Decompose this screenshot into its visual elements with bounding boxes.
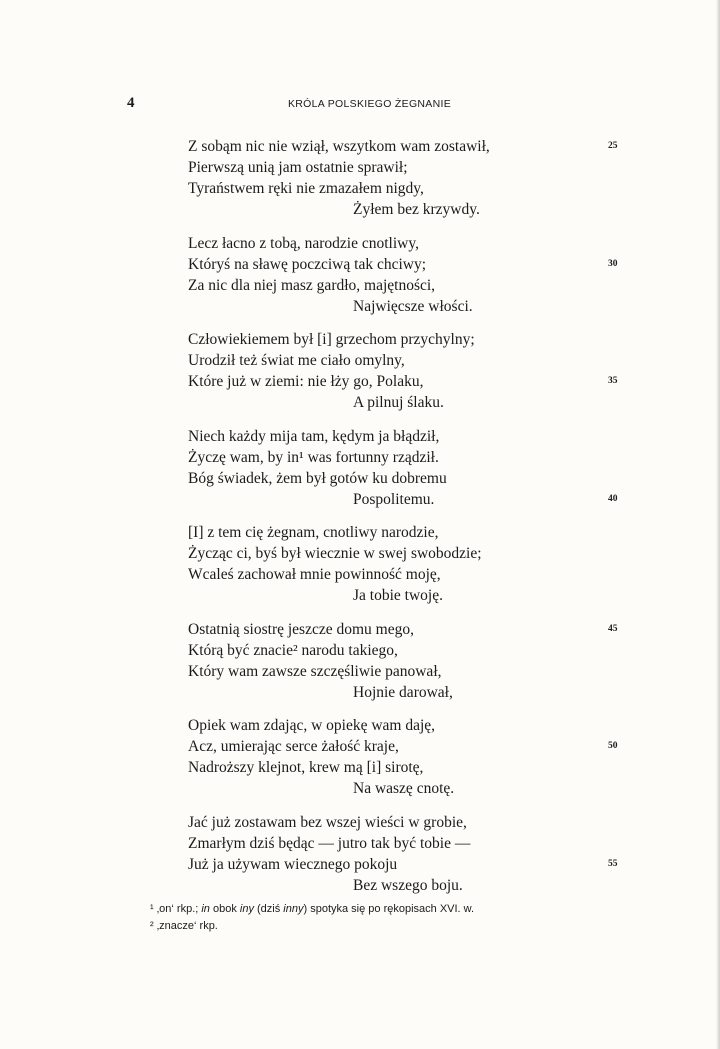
footnotes	[150, 901, 620, 935]
verse-line	[188, 522, 628, 543]
verse-line	[188, 833, 628, 854]
verse-line	[188, 296, 628, 317]
verse-line	[188, 585, 628, 606]
verse-line	[188, 489, 628, 510]
verse-text: Które już w ziemi: nie łży go, Polaku,	[188, 373, 424, 390]
verse-line	[188, 233, 628, 254]
stanza	[188, 426, 628, 510]
verse-text: Lecz łacno z tobą, narodzie cnotliwy,	[188, 234, 419, 252]
verse-text: Któryś na sławę poczciwą tak chciwy;	[188, 255, 427, 273]
verse-line	[188, 468, 628, 489]
verse-text: A pilnuj ślaku.	[353, 394, 444, 411]
stanza	[188, 233, 628, 317]
stanza	[188, 812, 628, 896]
verse-line	[188, 619, 628, 640]
verse-text: Ostatnią siostrę jeszcze domu mego,	[188, 620, 414, 638]
stanza	[188, 715, 628, 799]
verse-text: Zmarłym dziś będąc — jutro tak być tobie —	[188, 834, 471, 852]
verse-line	[188, 426, 628, 447]
verse-text: Jać już zostawam bez wszej wieści w grobie,	[188, 813, 467, 831]
poem-body	[188, 136, 628, 908]
verse-text: Wcaleś zachował mnie powinność moję,	[188, 566, 441, 583]
verse-text: Hojnie darował,	[353, 683, 453, 701]
verse-text: Człowiekiemem był [i] grzechom przychylny;	[188, 331, 475, 348]
verse-line	[188, 199, 628, 220]
verse-text: Bez wszego boju.	[353, 876, 463, 894]
verse-line	[188, 812, 628, 833]
line-number: 45	[608, 623, 618, 634]
line-number: 25	[608, 141, 618, 151]
verse-line	[188, 136, 628, 157]
verse-line	[188, 254, 628, 275]
verse-line	[188, 350, 628, 371]
line-number: 35	[608, 376, 618, 386]
verse-line	[188, 329, 628, 350]
verse-text: Tyraństwem ręki nie zmazałem nigdy,	[188, 180, 424, 197]
verse-line	[188, 275, 628, 296]
line-number: 30	[608, 258, 618, 269]
running-title: KRÓLA POLSKIEGO ŻEGNANIE	[288, 98, 451, 110]
verse-line	[188, 392, 628, 413]
verse-text: Już ja używam wiecznego pokoju	[188, 855, 398, 873]
verse-line	[188, 447, 628, 468]
verse-line	[188, 371, 628, 392]
stanza	[188, 136, 628, 220]
verse-text: Pierwszą unią jam ostatnie sprawił;	[188, 159, 408, 176]
verse-line	[188, 778, 628, 799]
line-number: 40	[608, 493, 618, 504]
verse-text: Życząc ci, byś był wiecznie w swej swobodzie;	[188, 545, 482, 562]
footnote-2: ² ‚znacze‘ rkp.	[150, 920, 218, 932]
verse-text: Pospolitemu.	[353, 490, 435, 508]
verse-text: Który wam zawsze szczęśliwie panował,	[188, 662, 442, 680]
verse-line	[188, 854, 628, 875]
verse-text: Z sobąm nic nie wziął, wszytkom wam zostawił,	[188, 138, 490, 155]
stanza	[188, 522, 628, 606]
verse-text: Bóg świadek, żem był gotów ku dobremu	[188, 469, 447, 487]
verse-text: Nadroższy klejnot, krew mą [i] sirotę,	[188, 759, 424, 776]
stanza	[188, 329, 628, 413]
verse-line	[188, 640, 628, 661]
verse-text: Ja tobie twoję.	[353, 587, 443, 604]
verse-text: Którą być znacie² narodu takiego,	[188, 641, 398, 659]
footnote-1: ¹ ‚on‘ rkp.; in obok iny (dziś inny) spotyka się po rękopisach XVI. w.	[150, 903, 475, 915]
verse-text: Urodził też świat me ciało omylny,	[188, 352, 405, 369]
verse-line	[188, 157, 628, 178]
verse-line	[188, 682, 628, 703]
verse-line	[188, 661, 628, 682]
verse-line	[188, 757, 628, 778]
verse-text: Najwięcsze włości.	[353, 297, 473, 315]
verse-text: [I] z tem cię żegnam, cnotliwy narodzie,	[188, 524, 439, 541]
verse-line	[188, 178, 628, 199]
verse-line	[188, 736, 628, 757]
verse-line	[188, 875, 628, 896]
verse-line	[188, 543, 628, 564]
verse-text: Opiek wam zdając, w opiekę wam daję,	[188, 717, 436, 734]
line-number: 55	[608, 858, 618, 869]
verse-text: Życzę wam, by in¹ was fortunny rządził.	[188, 448, 439, 466]
verse-text: Na waszę cnotę.	[353, 780, 455, 797]
verse-text: Żyłem bez krzywdy.	[353, 201, 480, 218]
page-number: 4	[127, 95, 135, 111]
verse-line	[188, 564, 628, 585]
page-spine-edge	[716, 0, 720, 1049]
verse-text: Za nic dla niej masz gardło, majętności,	[188, 276, 436, 294]
verse-text: Niech każdy mija tam, kędym ja błądził,	[188, 427, 440, 445]
stanza	[188, 619, 628, 703]
page-header	[0, 95, 720, 115]
line-number: 50	[608, 741, 618, 751]
verse-line	[188, 715, 628, 736]
verse-text: Acz, umierając serce żałość kraje,	[188, 738, 399, 755]
